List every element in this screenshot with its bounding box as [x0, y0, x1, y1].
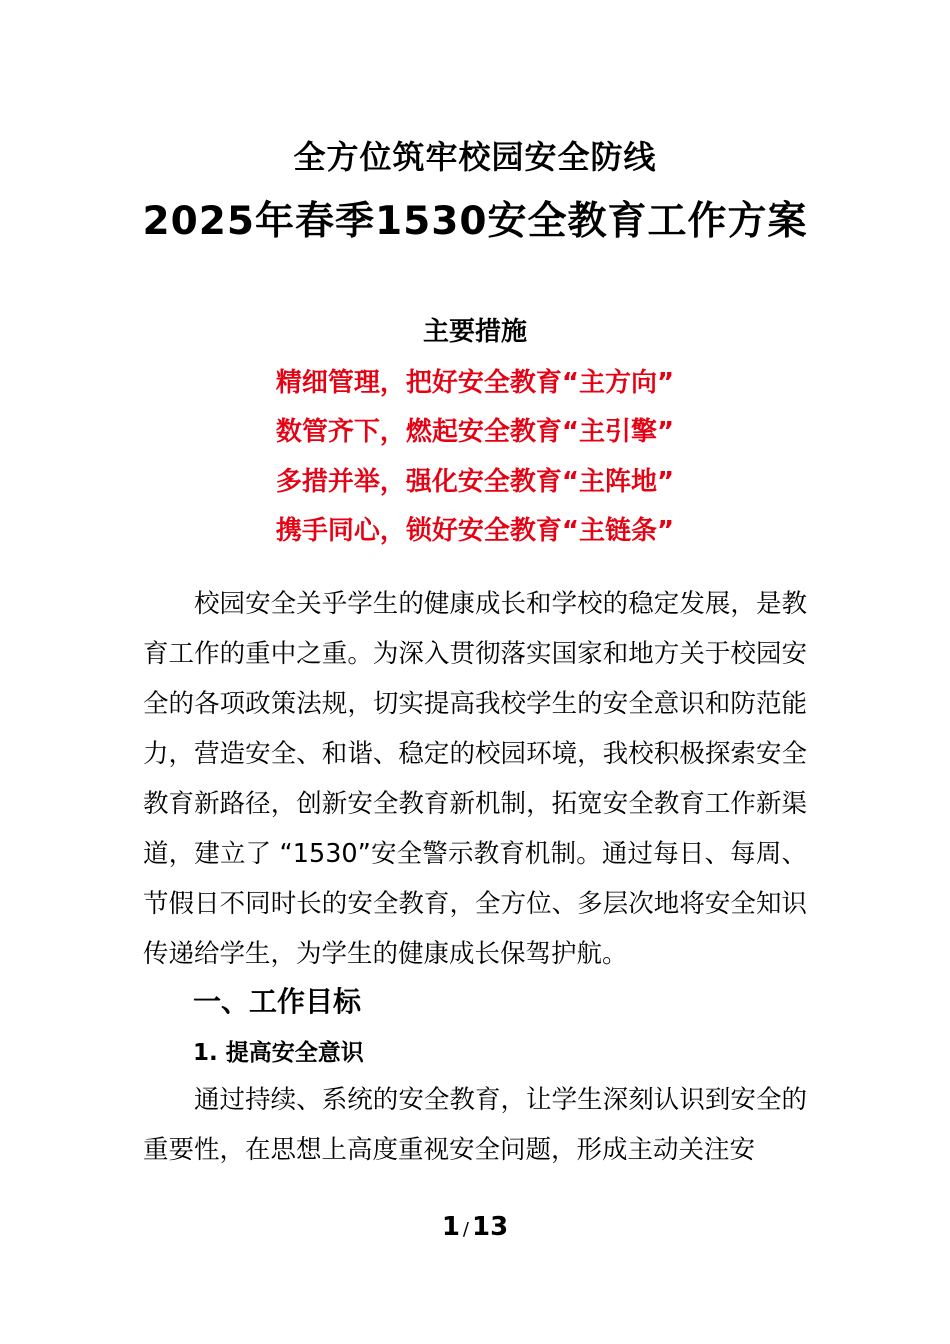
measure-item: 精细管理，把好安全教育“主方向”: [275, 368, 675, 398]
subsection-paragraph: 通过持续、系统的安全教育，让学生深刻认识到安全的重要性，在思想上高度重视安全问题，形成主动关注安: [143, 1085, 807, 1165]
measure-item: 携手同心，锁好安全教育“主链条”: [275, 516, 675, 546]
measures-heading: 主要措施: [422, 317, 527, 347]
measure-item: 多措并举，强化安全教育“主阵地”: [275, 467, 675, 497]
intro-paragraph: 校园安全关乎学生的健康成长和学校的稳定发展，是教育工作的重中之重。为深入贯彻落实国家和地方关于校园安全的各项政策法规，切实提高我校学生的安全意识和防范能力，营造安全、和谐、稳定的校园环境，我校积极探索安全教育新路径，创新安全教育新机制，拓宽安全教育工作新渠道，建立了 “1530”安全警示教育机制。通过每日、每周、节假日不同时长的安全教育，全方位、多层次地将安全知识传递给学生，为学生的健康成长保驾护航。: [143, 589, 807, 969]
section-heading: 一、工作目标: [193, 985, 362, 1018]
measure-item: 数管齐下，燃起安全教育“主引擎”: [275, 417, 675, 447]
total-pages: 13: [471, 1212, 509, 1242]
page-separator: /: [462, 1219, 469, 1240]
subsection-heading: 1. 提高安全意识: [193, 1040, 364, 1066]
document-title-line1: 全方位筑牢校园安全防线: [293, 138, 657, 176]
page-number: [0, 1212, 950, 1242]
current-page: 1: [441, 1212, 460, 1242]
document-title-line2: 2025年春季1530安全教育工作方案: [142, 199, 808, 244]
